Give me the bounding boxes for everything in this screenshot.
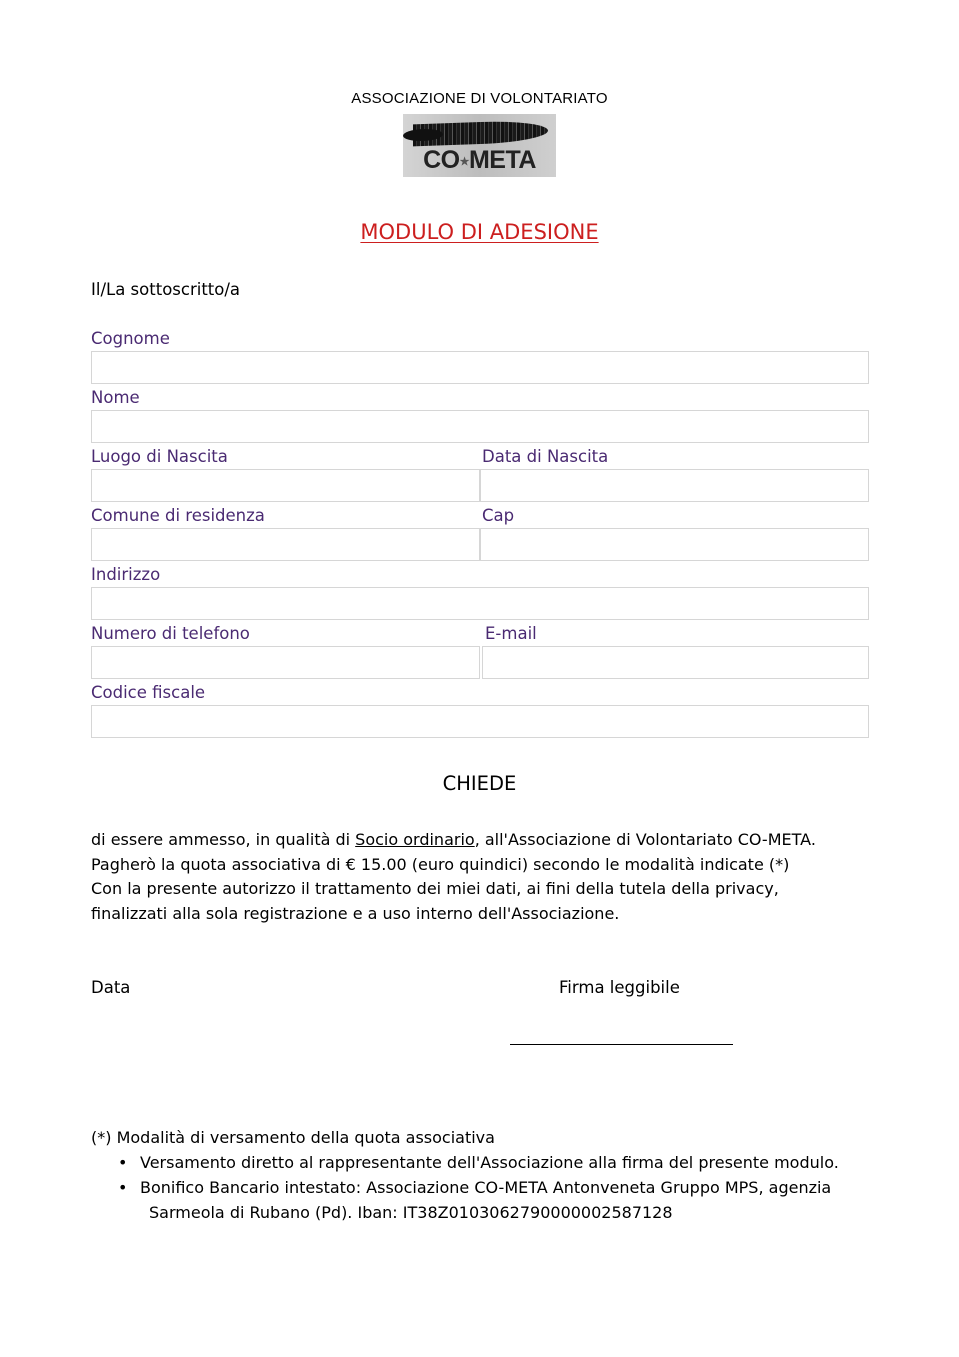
telefono-field[interactable] (91, 646, 480, 679)
luogo-nascita-label: Luogo di Nascita (91, 447, 228, 466)
nome-label: Nome (91, 388, 140, 407)
indirizzo-label: Indirizzo (91, 565, 161, 584)
cognome-label: Cognome (91, 329, 170, 348)
nome-field[interactable] (91, 410, 869, 443)
email-label: E-mail (485, 624, 537, 643)
request-line-2: Pagherò la quota associativa di € 15.00 (euro quindici) secondo le modalità indicate (*) (91, 854, 790, 874)
luogo-nascita-field[interactable] (91, 469, 480, 502)
cognome-field[interactable] (91, 351, 869, 384)
payment-option-2-continued: Sarmeola di Rubano (Pd). Iban: IT38Z0103062790000002587128 (149, 1203, 673, 1222)
data-nascita-field[interactable] (480, 469, 869, 502)
date-label: Data (91, 978, 131, 997)
codice-fiscale-label: Codice fiscale (91, 683, 206, 702)
email-field[interactable] (482, 646, 869, 679)
data-nascita-label: Data di Nascita (482, 447, 609, 466)
payment-option-2: • Bonifico Bancario intestato: Associazione CO-META Antonveneta Gruppo MPS, agenzia (91, 1175, 891, 1200)
association-name: ASSOCIAZIONE DI VOLONTARIATO (351, 90, 608, 107)
cap-label: Cap (482, 506, 515, 525)
bullet-icon: • (118, 1178, 128, 1197)
logo-text: CO★META (423, 146, 536, 174)
request-line-4: finalizzati alla sola registrazione e a uso interno dell'Associazione. (91, 903, 620, 923)
payment-heading: (*) Modalità di versamento della quota associativa (91, 1128, 495, 1147)
member-type: Socio ordinario (355, 830, 475, 849)
cometa-logo (403, 114, 556, 177)
signature-line[interactable] (510, 1044, 733, 1045)
request-paragraph (91, 828, 891, 926)
payment-option-1: • Versamento diretto al rappresentante dell'Associazione alla firma del presente modulo. (91, 1150, 891, 1175)
chiede-heading: CHIEDE (442, 772, 517, 795)
payment-notes (91, 1125, 891, 1225)
comet-streak-graphic (413, 120, 548, 147)
indirizzo-field[interactable] (91, 587, 869, 620)
codice-fiscale-field[interactable] (91, 705, 869, 738)
bullet-icon: • (118, 1153, 128, 1172)
signature-label: Firma leggibile (559, 978, 680, 997)
comune-field[interactable] (91, 528, 480, 561)
request-line-1: di essere ammesso, in qualità di Socio ordinario, all'Associazione di Volontariato CO-META. (91, 830, 816, 849)
cap-field[interactable] (480, 528, 869, 561)
comune-label: Comune di residenza (91, 506, 265, 525)
telefono-label: Numero di telefono (91, 624, 250, 643)
intro-text: Il/La sottoscritto/a (91, 280, 241, 299)
form-title: MODULO DI ADESIONE (360, 220, 599, 244)
star-icon: ★ (459, 155, 469, 168)
request-line-3: Con la presente autorizzo il trattamento dei miei dati, ai fini della tutela della privacy, (91, 879, 779, 898)
